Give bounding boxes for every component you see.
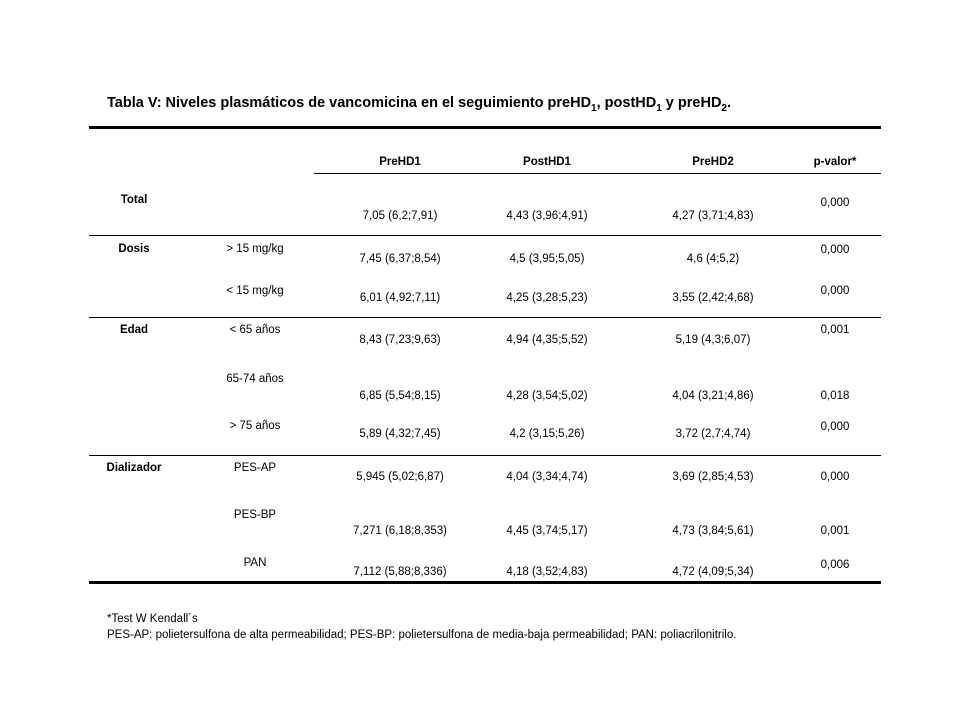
cell-posthd1: 4,28 (3,54;5,02): [506, 390, 588, 402]
header-underline: [314, 173, 881, 174]
group-separator: [89, 317, 881, 318]
row-sub-label: 65-74 años: [226, 373, 284, 385]
cell-posthd1: 4,94 (4,35;5,52): [506, 334, 588, 346]
header-pvalor: p-valor*: [813, 156, 857, 168]
cell-posthd1: 4,2 (3,15;5,26): [509, 428, 585, 440]
row-sub-label: < 65 años: [229, 324, 281, 336]
footnote-test: *Test W Kendall´s: [107, 613, 198, 625]
row-group-label: Total: [120, 194, 148, 206]
group-separator: [89, 455, 881, 456]
cell-prehd1: 6,85 (5,54;8,15): [359, 390, 441, 402]
cell-prehd1: 7,45 (6,37;8,54): [359, 253, 441, 265]
row-group-label: Edad: [119, 324, 149, 336]
cell-pvalor: 0,006: [820, 559, 850, 571]
row-sub-label: > 15 mg/kg: [226, 243, 284, 255]
cell-prehd1: 7,112 (5,88;8,336): [353, 566, 447, 578]
cell-pvalor: 0,000: [820, 285, 850, 297]
cell-posthd1: 4,18 (3,52;4,83): [506, 566, 588, 578]
row-sub-label: < 15 mg/kg: [226, 285, 284, 297]
cell-prehd2: 5,19 (4,3;6,07): [675, 334, 751, 346]
cell-pvalor: 0,001: [820, 324, 850, 336]
cell-prehd1: 7,271 (6,18;8,353): [353, 525, 447, 537]
cell-pvalor: 0,018: [820, 390, 850, 402]
cell-pvalor: 0,000: [820, 471, 850, 483]
cell-prehd1: 5,89 (4,32;7,45): [359, 428, 441, 440]
cell-prehd1: 5,945 (5,02;6,87): [356, 471, 444, 483]
table-title: Tabla V: Niveles plasmáticos de vancomicina en el seguimiento preHD$_1$, postHD$_1$ y preHD$_2$.: [107, 95, 732, 114]
header-prehd1: PreHD1: [379, 156, 421, 168]
cell-prehd2: 4,72 (4,09;5,34): [672, 566, 754, 578]
cell-prehd1: 7,05 (6,2;7,91): [362, 210, 438, 222]
cell-posthd1: 4,43 (3,96;4,91): [506, 210, 588, 222]
row-sub-label: > 75 años: [229, 420, 281, 432]
cell-pvalor: 0,000: [820, 197, 850, 209]
cell-pvalor: 0,000: [820, 244, 850, 256]
cell-prehd2: 4,6 (4;5,2): [686, 253, 740, 265]
cell-prehd2: 4,04 (3,21;4,86): [672, 390, 754, 402]
cell-prehd1: 8,43 (7,23;9,63): [359, 334, 441, 346]
cell-posthd1: 4,45 (3,74;5,17): [506, 525, 588, 537]
row-group-label: Dializador: [106, 462, 162, 474]
cell-prehd2: 4,27 (3,71;4,83): [672, 210, 754, 222]
footnote-abbreviations: PES-AP: polietersulfona de alta permeabilidad; PES-BP: polietersulfona de media-baja permeabilidad; PAN: poliacrilonitrilo.: [107, 629, 737, 641]
cell-pvalor: 0,000: [820, 421, 850, 433]
cell-posthd1: 4,5 (3,95;5,05): [509, 253, 585, 265]
cell-posthd1: 4,04 (3,34;4,74): [506, 471, 588, 483]
row-sub-label: PES-AP: [233, 462, 277, 474]
group-separator: [89, 235, 881, 236]
cell-prehd2: 3,69 (2,85;4,53): [672, 471, 754, 483]
row-sub-label: PES-BP: [233, 509, 277, 521]
table-top-rule: [89, 126, 881, 129]
row-sub-label: PAN: [243, 557, 267, 569]
cell-pvalor: 0,001: [820, 525, 850, 537]
cell-posthd1: 4,25 (3,28;5,23): [506, 292, 588, 304]
row-group-label: Dosis: [118, 243, 150, 255]
cell-prehd2: 3,72 (2,7;4,74): [675, 428, 751, 440]
header-prehd2: PreHD2: [692, 156, 734, 168]
table-bottom-rule: [89, 581, 881, 584]
header-posthd1: PostHD1: [523, 156, 571, 168]
cell-prehd2: 3,55 (2,42;4,68): [672, 292, 754, 304]
cell-prehd1: 6,01 (4,92;7,11): [359, 292, 441, 304]
cell-prehd2: 4,73 (3,84;5,61): [672, 525, 754, 537]
